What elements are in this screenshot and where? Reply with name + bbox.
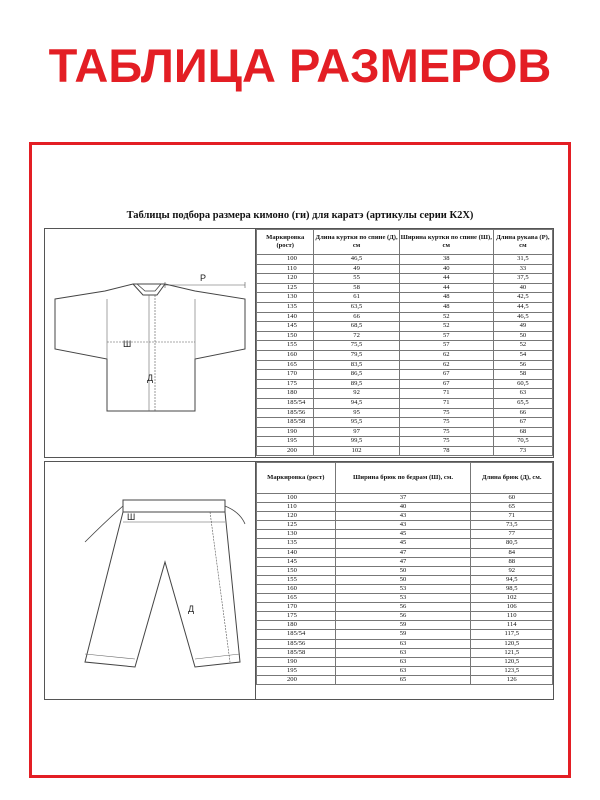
table-row [257,360,553,370]
table-cell: 100 [257,255,314,265]
table-cell: 71 [399,398,493,408]
table-cell: 40 [399,264,493,274]
table-cell: 63 [335,648,471,657]
table-cell: 99,5 [314,437,399,447]
jacket-diagram [45,229,256,457]
table-cell: 110 [471,612,553,621]
table-cell: 120 [257,274,314,284]
jacket-drawing [45,229,255,457]
table-cell: 45 [335,530,471,539]
table-cell: 77 [471,530,553,539]
table-cell: 66 [493,408,552,418]
table-cell: 56 [335,603,471,612]
table-cell: 83,5 [314,360,399,370]
table-cell: 71 [471,512,553,521]
table-row [257,331,553,341]
table-cell: 190 [257,657,336,666]
table-cell: 80,5 [471,539,553,548]
table-cell: 106 [471,603,553,612]
table-cell: 46,5 [314,255,399,265]
table-row [257,398,553,408]
table-cell: 150 [257,566,336,575]
table-cell: 75 [399,418,493,428]
table-row [257,575,553,584]
table-cell: 92 [471,566,553,575]
table-row [257,584,553,593]
table-cell: 185/54 [257,398,314,408]
table-cell: 55 [314,274,399,284]
table-cell: 123,5 [471,666,553,675]
table-row [257,427,553,437]
table-cell: 121,5 [471,648,553,657]
table-cell: 62 [399,360,493,370]
table-row [257,621,553,630]
table-cell: 67 [493,418,552,428]
table-cell: 63 [335,657,471,666]
table-cell: 63 [335,666,471,675]
table-cell: 59 [335,621,471,630]
table-row [257,548,553,557]
table-cell: 190 [257,427,314,437]
table-cell: 102 [314,446,399,456]
table-cell: 44,5 [493,302,552,312]
table-cell: 185/58 [257,648,336,657]
table-header: Маркировка (рост) [257,230,314,255]
table-cell: 50 [335,575,471,584]
table-cell: 60,5 [493,379,552,389]
table-row [257,312,553,322]
table-row [257,503,553,512]
table-header: Ширина куртки по спине (Ш), см [399,230,493,255]
table-cell: 73 [493,446,552,456]
table-row [257,274,553,284]
table-cell: 114 [471,621,553,630]
table-cell: 95,5 [314,418,399,428]
table-row [257,283,553,293]
table-cell: 59 [335,630,471,639]
table-cell: 130 [257,530,336,539]
jacket-width-label: Ш [123,339,132,349]
table-cell: 135 [257,302,314,312]
table-cell: 98,5 [471,584,553,593]
table-cell: 63 [335,639,471,648]
table-cell: 145 [257,557,336,566]
table-cell: 65 [471,503,553,512]
table-row [257,521,553,530]
table-cell: 75,5 [314,341,399,351]
table-cell: 49 [493,322,552,332]
table-cell: 43 [335,512,471,521]
table-header: Ширина брюк по бедрам (Ш), см. [335,463,471,494]
table-cell: 43 [335,521,471,530]
table-cell: 200 [257,446,314,456]
table-cell: 47 [335,557,471,566]
table-row [257,437,553,447]
table-cell: 68 [493,427,552,437]
table-cell: 125 [257,521,336,530]
table-row [257,675,553,684]
table-row [257,341,553,351]
table-row [257,264,553,274]
table-cell: 54 [493,350,552,360]
table-cell: 125 [257,283,314,293]
table-cell: 97 [314,427,399,437]
table-cell: 160 [257,584,336,593]
table-cell: 52 [399,322,493,332]
jacket-size-table [256,229,553,456]
table-cell: 37 [335,494,471,503]
table-header: Длина куртки по спине (Д), см [314,230,399,255]
pants-drawing [45,462,255,699]
table-cell: 73,5 [471,521,553,530]
jacket-length-label: Д [147,373,154,383]
document-title: Таблицы подбора размера кимоно (ги) для каратэ (артикулы серии К2Х) [126,210,474,221]
table-row [257,566,553,575]
table-cell: 65,5 [493,398,552,408]
table-cell: 58 [314,283,399,293]
table-cell: 117,5 [471,630,553,639]
table-header: Длина брюк (Д), см. [471,463,553,494]
table-cell: 126 [471,675,553,684]
table-cell: 110 [257,503,336,512]
table-cell: 44 [399,283,493,293]
table-cell: 48 [399,302,493,312]
pants-length-label: Д [188,604,195,614]
table-cell: 100 [257,494,336,503]
table-cell: 40 [493,283,552,293]
table-cell: 53 [335,594,471,603]
table-row [257,594,553,603]
table-row [257,530,553,539]
table-cell: 88 [471,557,553,566]
table-row [257,603,553,612]
table-cell: 120,5 [471,639,553,648]
table-cell: 60 [471,494,553,503]
jacket-size-panel [44,228,554,458]
table-row [257,389,553,399]
table-cell: 62 [399,350,493,360]
table-row [257,408,553,418]
table-cell: 33 [493,264,552,274]
pants-size-table [256,462,553,685]
table-cell: 130 [257,293,314,303]
table-cell: 102 [471,594,553,603]
table-cell: 94,5 [471,575,553,584]
table-cell: 175 [257,379,314,389]
pants-size-panel [44,461,554,700]
table-cell: 56 [493,360,552,370]
table-cell: 195 [257,666,336,675]
table-cell: 63 [493,389,552,399]
table-cell: 165 [257,360,314,370]
table-cell: 53 [335,584,471,593]
table-cell: 38 [399,255,493,265]
table-cell: 44 [399,274,493,284]
table-cell: 195 [257,437,314,447]
table-cell: 165 [257,594,336,603]
table-cell: 68,5 [314,322,399,332]
table-cell: 56 [335,612,471,621]
table-row [257,350,553,360]
pants-width-label: Ш [127,512,136,522]
table-cell: 71 [399,389,493,399]
table-row [257,293,553,303]
table-row [257,322,553,332]
table-cell: 86,5 [314,370,399,380]
table-cell: 37,5 [493,274,552,284]
table-cell: 47 [335,548,471,557]
table-cell: 155 [257,575,336,584]
table-cell: 140 [257,312,314,322]
table-cell: 49 [314,264,399,274]
table-cell: 40 [335,503,471,512]
table-cell: 57 [399,331,493,341]
table-cell: 50 [493,331,552,341]
pants-diagram [45,462,256,699]
table-cell: 95 [314,408,399,418]
table-cell: 48 [399,293,493,303]
table-row [257,612,553,621]
table-cell: 78 [399,446,493,456]
table-cell: 135 [257,539,336,548]
table-cell: 200 [257,675,336,684]
table-row [257,370,553,380]
table-cell: 75 [399,427,493,437]
table-row [257,666,553,675]
table-cell: 75 [399,437,493,447]
table-cell: 185/58 [257,418,314,428]
table-cell: 45 [335,539,471,548]
table-cell: 110 [257,264,314,274]
table-cell: 46,5 [493,312,552,322]
table-header: Длина рукава (Р), см [493,230,552,255]
table-cell: 170 [257,370,314,380]
table-row [257,418,553,428]
table-row [257,557,553,566]
table-row [257,539,553,548]
table-row [257,657,553,666]
table-row [257,648,553,657]
table-cell: 66 [314,312,399,322]
table-row [257,494,553,503]
table-cell: 175 [257,612,336,621]
table-cell: 61 [314,293,399,303]
page-banner-title: ТАБЛИЦА РАЗМЕРОВ [48,39,552,92]
table-header: Маркировка (рост) [257,463,336,494]
table-cell: 57 [399,341,493,351]
table-row [257,379,553,389]
table-cell: 67 [399,379,493,389]
table-cell: 170 [257,603,336,612]
table-cell: 140 [257,548,336,557]
table-row [257,446,553,456]
table-row [257,512,553,521]
sleeve-length-label: Р [200,273,207,283]
table-row [257,302,553,312]
table-cell: 65 [335,675,471,684]
table-cell: 155 [257,341,314,351]
table-cell: 84 [471,548,553,557]
table-cell: 120 [257,512,336,521]
table-row [257,639,553,648]
table-cell: 94,5 [314,398,399,408]
table-cell: 145 [257,322,314,332]
table-cell: 89,5 [314,379,399,389]
table-cell: 72 [314,331,399,341]
table-cell: 50 [335,566,471,575]
table-cell: 180 [257,389,314,399]
table-cell: 52 [399,312,493,322]
table-cell: 75 [399,408,493,418]
table-cell: 42,5 [493,293,552,303]
table-row [257,255,553,265]
table-cell: 185/54 [257,630,336,639]
table-cell: 63,5 [314,302,399,312]
table-cell: 79,5 [314,350,399,360]
table-cell: 31,5 [493,255,552,265]
table-row [257,630,553,639]
table-cell: 185/56 [257,639,336,648]
table-cell: 52 [493,341,552,351]
table-cell: 160 [257,350,314,360]
table-cell: 120,5 [471,657,553,666]
table-cell: 185/56 [257,408,314,418]
table-cell: 150 [257,331,314,341]
table-cell: 58 [493,370,552,380]
table-cell: 92 [314,389,399,399]
table-cell: 180 [257,621,336,630]
table-cell: 70,5 [493,437,552,447]
table-cell: 67 [399,370,493,380]
